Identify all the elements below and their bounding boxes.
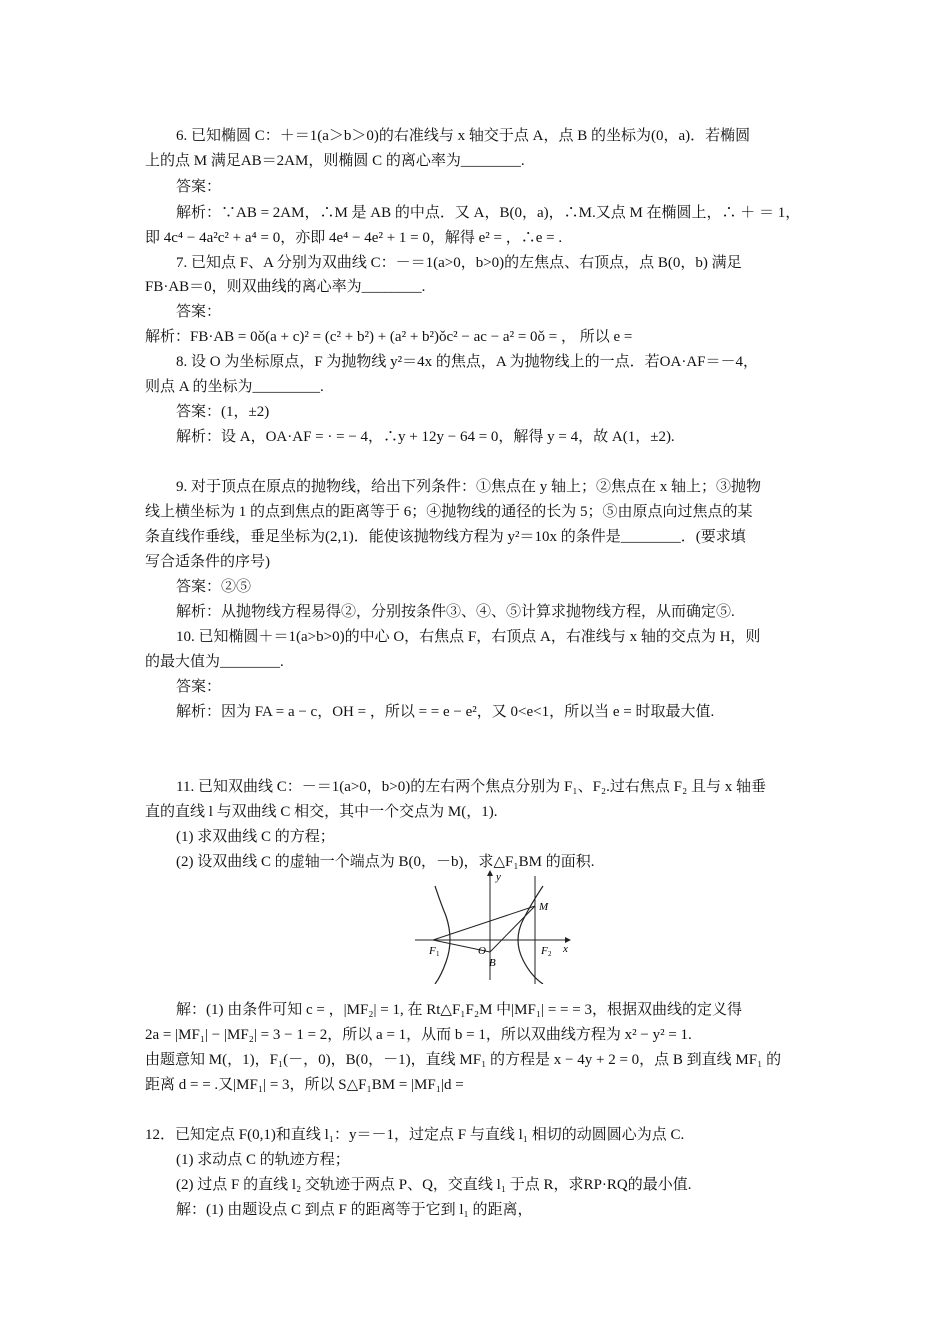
text-line-q10-sol: 解析：因为 FA = a − c，OH = ，所以 = = e − e²，又 0<e<1，所以当 e = 时取最大值. [176, 704, 715, 720]
text-line-q9-l4: 写合适条件的序号) [145, 554, 270, 570]
label-F2: F [541, 945, 548, 957]
text-line-q9-l3: 条直线作垂线，垂足坐标为(2,1)．能使该抛物线方程为 y²＝10x 的条件是________．(要求填 [145, 529, 746, 545]
text-line-q11-sol-l4: 距离 d = = .又|MF₁| = 3，所以 S△F₁BM = |MF₁|d = [145, 1077, 464, 1093]
y-axis-arrow [487, 870, 493, 876]
text-line-q11-sol-l3: 由题意知 M(，1)，F₁(－，0)，B(0，－1)，直线 MF₁ 的方程是 x − 4y + 2 = 0，点 B 到直线 MF₁ 的 [145, 1052, 782, 1068]
label-x: x [563, 943, 568, 955]
segment-BM [490, 906, 535, 952]
text-line-q8-sol: 解析：设 A，OA·AF = · = − 4，∴y + 12y − 64 = 0，解得 y = 4，故 A(1，±2). [176, 429, 675, 445]
text-line-q9-sol: 解析：从抛物线方程易得②，分别按条件③、④、⑤计算求抛物线方程，从而确定⑤. [176, 604, 735, 620]
label-B: B [489, 957, 496, 969]
text-line-q10-answer: 答案： [176, 679, 222, 695]
text-line-q12-p2: (2) 过点 F 的直线 l₂ 交轨迹于两点 P、Q，交直线 l₁ 于点 R，求RP·RQ的最小值. [176, 1177, 692, 1193]
text-line-q7-l1: 7. 已知点 F、A 分别为双曲线 C：－＝1(a>0，b>0)的左焦点、右顶点，点 B(0，b) 满足 [176, 255, 742, 271]
label-O: O [478, 945, 486, 957]
label-F1: F [429, 945, 436, 957]
label-y: y [496, 871, 501, 883]
text-line-q6-l1: 6. 已知椭圆 C：＋＝1(a＞b＞0)的右准线与 x 轴交于点 A，点 B 的坐标为(0，a)．若椭圆 [176, 128, 751, 144]
label-M: M [539, 901, 549, 913]
text-line-q11-l1: 11. 已知双曲线 C：－＝1(a>0，b>0)的左右两个焦点分别为 F₁、F₂.过右焦点 F₂ 且与 x 轴垂 [176, 779, 766, 795]
text-line-q11-p2: (2) 设双曲线 C 的虚轴一个端点为 B(0，－b)，求△F₁BM 的面积. [176, 854, 595, 870]
hyperbola-figure [413, 868, 573, 984]
text-line-q11-sol-l1: 解：(1) 由条件可知 c = ，|MF₂| = 1, 在 Rt△F₁F₂M 中|MF₁| = = = 3，根据双曲线的定义得 [176, 1002, 742, 1018]
text-line-q6-sol-l2: 即 4c⁴ − 4a²c² + a⁴ = 0，亦即 4e⁴ − 4e² + 1 = 0，解得 e² = ，∴e = . [145, 230, 563, 246]
text-line-q12-p1: (1) 求动点 C 的轨迹方程； [176, 1152, 350, 1168]
text-line-q6-l2: 上的点 M 满足AB＝2AM，则椭圆 C 的离心率为________. [145, 153, 525, 169]
text-line-q10-l2: 的最大值为________. [145, 654, 284, 670]
text-line-q8-answer: 答案：(1，±2) [176, 404, 270, 420]
text-line-q6-sol-l1: 解析：∵AB = 2AM，∴M 是 AB 的中点．又 A，B(0，a)，∴M.又点 M 在椭圆上，∴ ＋ ＝ 1， [176, 205, 801, 221]
text-line-q10-l1: 10. 已知椭圆＋＝1(a>b>0)的中心 O，右焦点 F，右顶点 A，右准线与 x 轴的交点为 H，则 [176, 629, 761, 645]
text-line-q9-l1: 9. 对于顶点在原点的抛物线，给出下列条件：①焦点在 y 轴上；②焦点在 x 轴上；③抛物 [176, 479, 762, 495]
text-line-q7-l2: FB·AB＝0，则双曲线的离心率为________. [145, 279, 426, 295]
text-line-q12-sol: 解：(1) 由题设点 C 到点 F 的距离等于它到 l₁ 的距离， [176, 1202, 533, 1218]
text-line-q7-answer: 答案： [176, 304, 222, 320]
label-F1-sub: 1 [436, 950, 440, 958]
label-F2-sub: 2 [548, 950, 552, 958]
text-line-q11-p1: (1) 求双曲线 C 的方程； [176, 829, 335, 845]
text-line-q9-answer: 答案：②⑤ [176, 579, 252, 595]
text-line-q11-sol-l2: 2a = |MF₁| − |MF₂| = 3 − 1 = 2，所以 a = 1，从而 b = 1，所以双曲线方程为 x² − y² = 1. [145, 1027, 692, 1043]
text-line-q8-l2: 则点 A 的坐标为_________. [145, 379, 324, 395]
text-line-q7-sol: 解析：FB·AB = 0ǒ(a + c)² = (c² + b²) + (a² + b²)ǒc² − ac − a² = 0ǒ = ， 所以 e = [145, 329, 633, 345]
text-line-q11-l2: 直的直线 l 与双曲线 C 相交，其中一个交点为 M(，1). [145, 804, 498, 820]
text-line-q8-l1: 8. 设 O 为坐标原点，F 为抛物线 y²＝4x 的焦点，A 为抛物线上的一点．若OA·AF＝－4， [176, 354, 759, 370]
text-line-q12-l1: 12．已知定点 F(0,1)和直线 l₁：y＝－1，过定点 F 与直线 l₁ 相切的动圆圆心为点 C. [145, 1127, 685, 1143]
text-line-q9-l2: 线上横坐标为 1 的点到焦点的距离等于 6；④抛物线的通径的长为 5；⑤由原点向过焦点的某 [145, 504, 753, 520]
text-line-q6-answer: 答案： [176, 179, 222, 195]
